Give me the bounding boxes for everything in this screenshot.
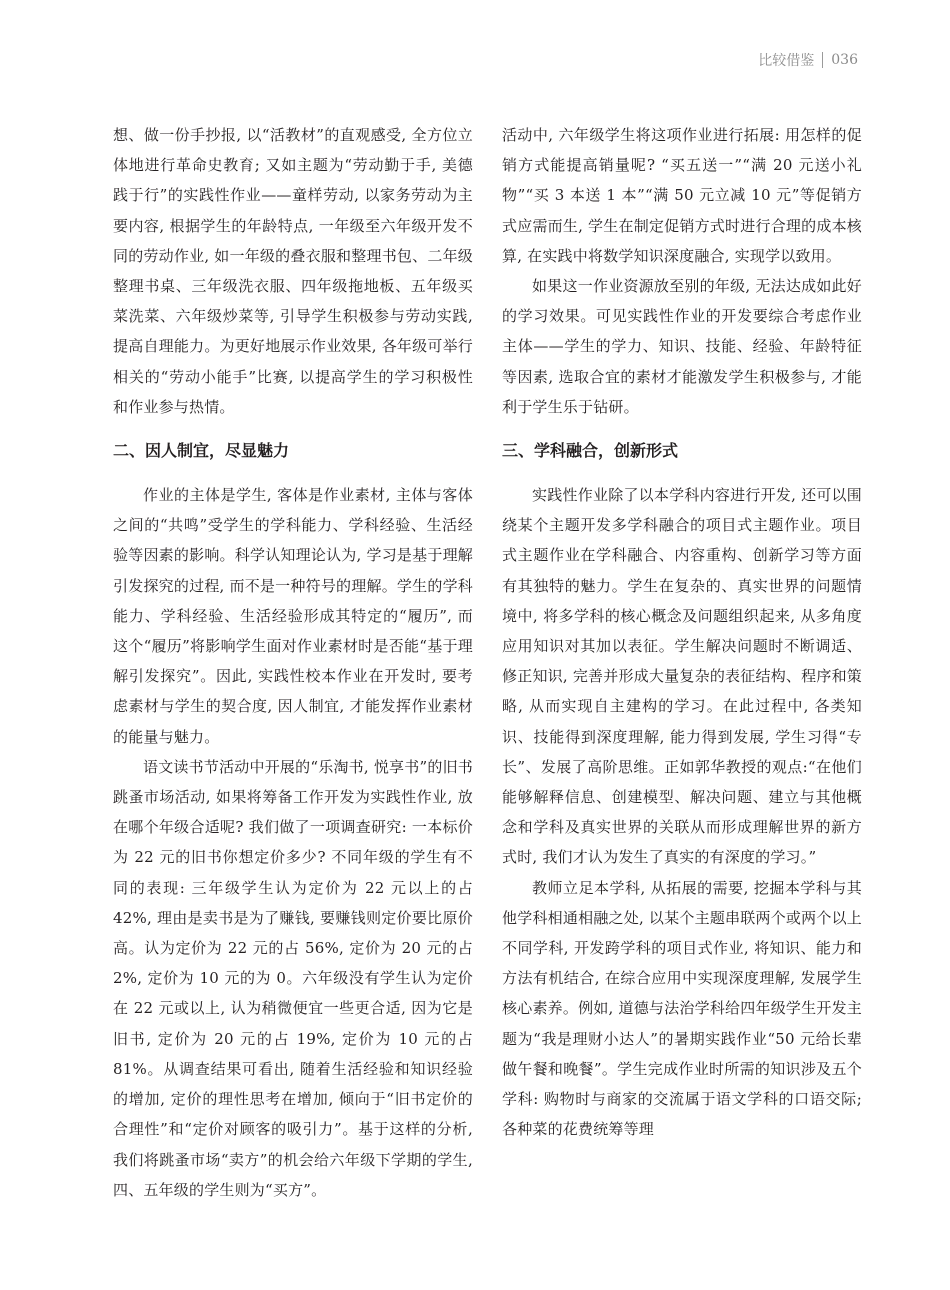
- right-paragraph-3: 实践性作业除了以本学科内容进行开发, 还可以围绕某个主题开发多学科融合的项目式主题作业。项目式主题作业在学科融合、内容重构、创新学习等方面有其独特的魅力。学生在复杂的、真实世界的问题情境中, 将多学科的核心概念及问题组织起来, 从多角度应用知识对其加以表征。学生解决问题时不断调适、修正知识, 完善并形成大量复杂的表征结构、程序和策略, 从而实现自主建构的学习。在此过程中, 各类知识、技能得到深度理解, 能力得到发展, 学生习得“专长”、发展了高阶思维。正如郭华教授的观点:“在他们能够解释信息、创建模型、解决问题、建立与其他概念和学科及真实世界的关联从而形成理解世界的新方式时, 我们才认为发生了真实的有深度的学习。”: [502, 486, 862, 867]
- section-title: 比较借鉴: [758, 53, 815, 69]
- right-column: [502, 120, 862, 1145]
- section-heading-2: 二、因人制宜，尽显魅力: [113, 441, 290, 461]
- right-paragraph-4: 教师立足本学科, 从拓展的需要, 挖掘本学科与其他学科相通相融之处, 以某个主题串联两个或两个以上不同学科, 开发跨学科的项目式作业, 将知识、能力和方法有机结合, 在综合应用中实现深度理解, 发展学生核心素养。例如, 道德与法治学科给四年级学生开发主题为“我是理财小达人”的暑期实践作业“50 元给长辈做午餐和晚餐”。学生完成作业时所需的知识涉及五个学科: 购物时与商家的交流属于语文学科的口语交际; 各种菜的花费统筹等理: [502, 878, 862, 1139]
- left-paragraph-1: 想、做一份手抄报, 以“活教材”的直观感受, 全方位立体地进行革命史教育; 又如主题为“劳动勤于手, 美德践于行”的实践性作业——童样劳动, 以家务劳动为主要内容, 根据学生的年龄特点, 一年级至六年级开发不同的劳动作业, 如一年级的叠衣服和整理书包、二年级整理书桌、三年级洗衣服、四年级拖地板、五年级买菜洗菜、六年级炒菜等, 引导学生积极参与劳动实践, 提高自理能力。为更好地展示作业效果, 各年级可举行相关的“劳动小能手”比赛, 以提高学生的学习积极性和作业参与热情。: [113, 126, 473, 416]
- right-paragraph-1: 活动中, 六年级学生将这项作业进行拓展: 用怎样的促销方式能提高销量呢? “买五送一”“满 20 元送小礼物”“买 3 本送 1 本”“满 50 元立减 10 元”等促销方式应需而生, 学生在制定促销方式时进行合理的成本核算, 在实践中将数学知识深度融合, 实现学以致用。: [502, 126, 862, 265]
- page-header: [758, 50, 858, 70]
- page-number: 036: [831, 52, 858, 68]
- header-divider: [822, 52, 823, 68]
- left-paragraph-2: 作业的主体是学生, 客体是作业素材, 主体与客体之间的“共鸣”受学生的学科能力、学科经验、生活经验等因素的影响。科学认知理论认为, 学习是基于理解引发探究的过程, 而不是一种符号的理解。学生的学科能力、学科经验、生活经验形成其特定的“履历”, 而这个“履历”将影响学生面对作业素材时是否能“基于理解引发探究”。因此, 实践性校本作业在开发时, 要考虑素材与学生的契合度, 因人制宜, 才能发挥作业素材的能量与魅力。: [113, 486, 473, 746]
- left-column: [113, 120, 473, 1205]
- right-paragraph-2: 如果这一作业资源放至别的年级, 无法达成如此好的学习效果。可见实践性作业的开发要综合考虑作业主体——学生的学力、知识、技能、经验、年龄特征等因素, 选取合宜的素材才能激发学生积极参与, 才能利于学生乐于钻研。: [502, 277, 862, 416]
- left-paragraph-3: 语文读书节活动中开展的“乐淘书, 悦享书”的旧书跳蚤市场活动, 如果将筹备工作开发为实践性作业, 放在哪个年级合适呢? 我们做了一项调查研究: 一本标价为 22 元的旧书你想定价多少? 不同年级的学生有不同的表现: 三年级学生认为定价为 22 元以上的占 42%, 理由是卖书是为了赚钱, 要赚钱则定价要比原价高。认为定价为 22 元的占 56%, 定价为 20 元的占 2%, 定价为 10 元的为 0。六年级没有学生认为定价在 22 元或以上, 认为稍微便宜一些更合适, 因为它是旧书, 定价为 20 元的占 19%, 定价为 10 元的占 81%。从调查结果可看出, 随着生活经验和知识经验的增加, 定价的理性思考在增加, 倾向于“旧书定价的合理性”和“定价对顾客的吸引力”。基于这样的分析, 我们将跳蚤市场“卖方”的机会给六年级下学期的学生, 四、五年级的学生则为“买方”。: [113, 757, 473, 1199]
- section-heading-3: 三、学科融合，创新形式: [502, 441, 679, 461]
